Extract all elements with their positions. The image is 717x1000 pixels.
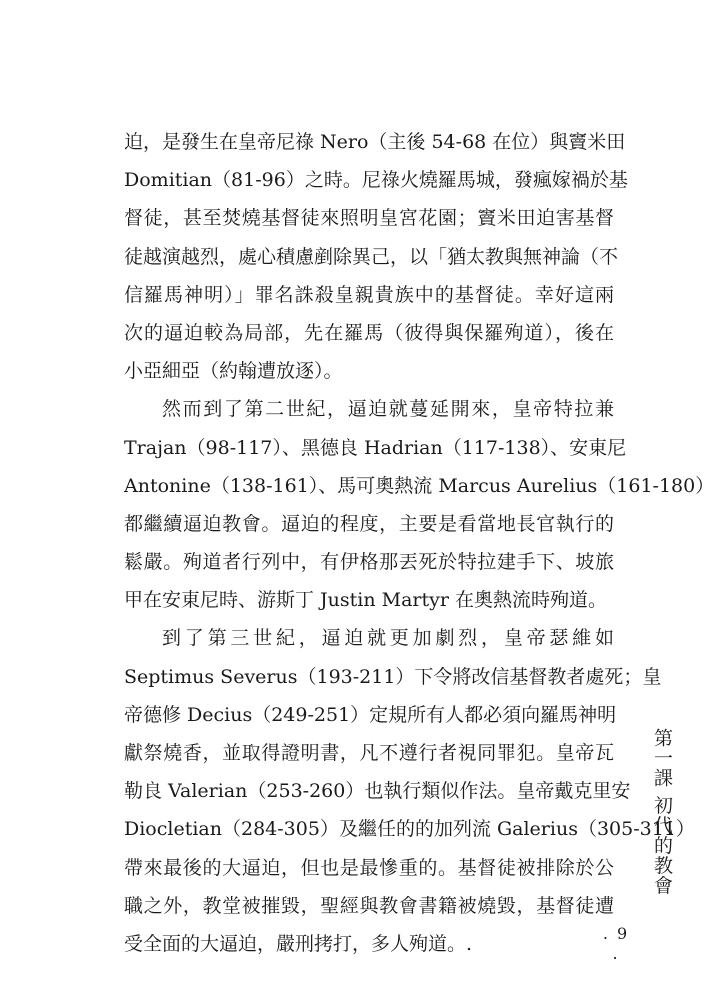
text-line: 甲在安東尼時、游斯丁 Justin Martyr 在奧熱流時殉道。 (124, 589, 607, 612)
text-line: 獻祭燒香，並取得證明書，凡不遵行者視同罪犯。皇帝瓦 (124, 742, 614, 764)
text-line: 迫，是發生在皇帝尼祿 Nero（主後 54-68 在位）與竇米田 (124, 131, 626, 153)
text-line: 鬆嚴。殉道者行列中，有伊格那丟死於特拉建手下、坡旅 (124, 551, 614, 574)
text-line: Septimus Severus（193-211）下令將改信基督教者處死；皇 (124, 665, 662, 688)
text-line: 都繼續逼迫教會。逼迫的程度，主要是看當地長官執行的 (124, 512, 614, 535)
text-line: 帶來最後的大逼迫，但也是最慘重的。基督徒被排除於公 (124, 856, 614, 879)
text-line: 督徒，甚至焚燒基督徒來照明皇宮花園；竇米田迫害基督 (124, 207, 614, 230)
page-number: . 9 . (602, 924, 630, 963)
text-line: 職之外，教堂被摧毀，聖經與教會書籍被燒毀，基督徒遭 (124, 894, 614, 917)
text-line: 次的逼迫較為局部，先在羅馬（彼得與保羅殉道），後在 (124, 321, 614, 344)
text-line: 信羅馬神明）」罪名誅殺皇親貴族中的基督徒。幸好這兩 (124, 283, 614, 306)
text-line: 勒良 Valerian（253-260）也執行類似作法。皇帝戴克里安 (124, 780, 631, 803)
text-line: 徒越演越烈，處心積慮剷除異己，以「猶太教與無神論（不 (124, 245, 619, 268)
text-line: Trajan（98-117）、黑德良 Hadrian（117-138）、安東尼 (124, 436, 627, 459)
text-line: Antonine（138-161）、馬可奧熱流 Marcus Aurelius（161-180） (124, 474, 715, 497)
text-line: Domitian（81-96）之時。尼祿火燒羅馬城，發瘋嫁禍於基 (124, 169, 628, 192)
text-line: 帝德修 Decius（249-251）定規所有人都必須向羅馬神明 (124, 703, 617, 726)
text-line: 小亞細亞（約翰遭放逐）。 (124, 360, 343, 383)
text-line: 到了第三世紀，逼迫就更加劇烈，皇帝瑟維如 (162, 627, 614, 650)
text-line: Diocletian（284-305）及繼任的的加列流 Galerius（305-311） (124, 818, 695, 841)
text-line: 受全面的大逼迫，嚴刑拷打，多人殉道。. (124, 932, 473, 955)
chapter-side-title: 第一課 初代的教會 (651, 728, 673, 896)
text-line: 然而到了第二世紀，逼迫就蔓延開來，皇帝特拉兼 (162, 398, 614, 421)
